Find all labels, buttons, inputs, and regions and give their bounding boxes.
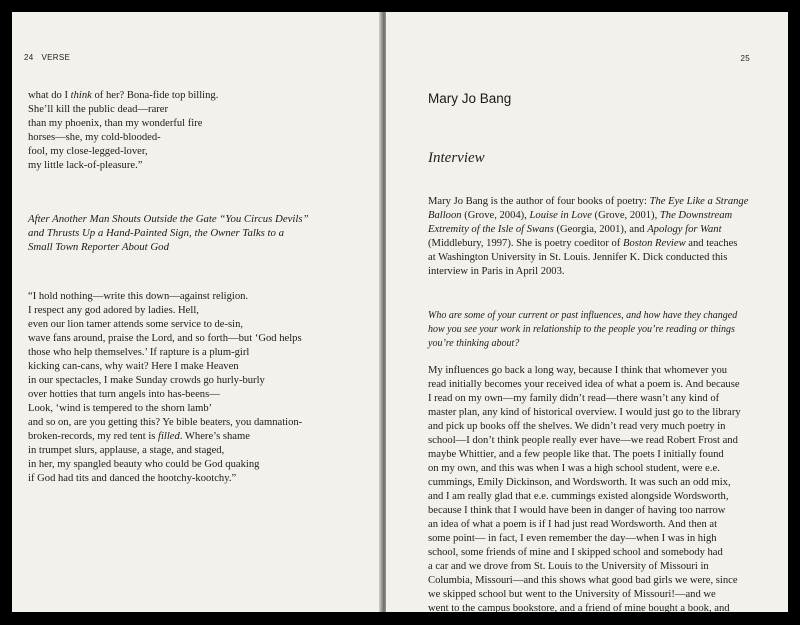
answer-line: went to the campus bookstore, and a friend of mine bought a book, and [428, 603, 730, 612]
answer-line: Columbia, Missouri—and this shows what good bad girls we were, since [428, 575, 738, 586]
answer-line: an idea of what a poem is if I had just read Wordsworth. And then at [428, 519, 718, 530]
poem-line: fool, my close-legged-lover, [28, 146, 148, 157]
poem-line: She’ll kill the public dead—rarer [28, 104, 169, 115]
section-heading: Interview [428, 150, 485, 166]
poem-line: horses—she, my cold-blooded- [28, 132, 161, 143]
poem-line: my little lack-of-pleasure.” [28, 160, 143, 171]
answer-line: cummings, Emily Dickinson, and Wordsworth. It was such an odd mix, [428, 477, 731, 488]
poem-line: what do I think of her? Bona-fide top billing. [28, 90, 219, 101]
poem-line: those who help themselves.’ If rapture is a plum-girl [28, 347, 250, 358]
answer-line: because I think that I would have been in danger of having too narrow [428, 505, 726, 516]
poem-line: in our spectacles, I make Sunday crowds go hurly-burly [28, 375, 265, 386]
bio-line: Balloon (Grove, 2004), Louise in Love (Grove, 2001), The Downstream [428, 210, 733, 221]
interview-answer [428, 364, 756, 612]
poem-line: kicking can-cans, why wait? Here I make Heaven [28, 361, 239, 372]
answer-line: school—I don’t think people really ever have—we read Robert Frost and [428, 435, 738, 446]
answer-line: I read on my own—my family didn’t read—there wasn’t any kind of [428, 393, 720, 404]
poem-line: Look, ‘wind is tempered to the shorn lamb’ [28, 403, 213, 414]
question-line: you’re thinking about? [428, 338, 520, 349]
answer-line: some point— in fact, I even remember the day—when I was in high [428, 533, 717, 544]
poem-continuation [28, 89, 373, 173]
poem-line: in trumpet slurs, applause, a stage, and staged, [28, 445, 225, 456]
poem-line: if God had tits and danced the hootchy-kootchy.” [28, 473, 237, 484]
answer-line: maybe Whittier, and a few people like that. The poets I initially found [428, 449, 724, 460]
author-bio [428, 195, 756, 279]
interview-question [428, 309, 756, 351]
answer-line: and I am really glad that e.e. cummings existed alongside Wordsworth, [428, 491, 729, 502]
answer-line: master plan, any kind of historical overview. I would just go to the library [428, 407, 741, 418]
poem-line: even our lion tamer attends some service to de-sin, [28, 319, 244, 330]
running-head [24, 53, 78, 62]
poem-title [28, 212, 368, 254]
bio-line: (Middlebury, 1997). She is poetry coeditor of Boston Review and teaches [428, 238, 738, 249]
answer-line: My influences go back a long way, because I think that whomever you [428, 365, 728, 376]
poem-line: and so on, are you getting this? Ye bible beaters, you damnation- [28, 417, 303, 428]
poem-title-line: After Another Man Shouts Outside the Gate “You Circus Devils” [28, 213, 309, 225]
answer-line: on my own, and this was when I was a high school student, were e.e. [428, 463, 720, 474]
answer-line: a car and we drove from St. Louis to the University of Missouri in [428, 561, 709, 572]
poem-body [28, 290, 373, 486]
answer-line: school, some friends of mine and I skipped school and somebody had [428, 547, 723, 558]
bio-line: at Washington University in St. Louis. Jennifer K. Dick conducted this [428, 252, 728, 263]
right-page [386, 12, 788, 612]
poem-title-line: Small Town Reporter About God [28, 241, 169, 253]
bio-line: Mary Jo Bang is the author of four books of poetry: The Eye Like a Strange [428, 196, 749, 207]
running-head-title: VERSE [41, 53, 71, 62]
page-number-right: 25 [740, 54, 750, 63]
left-page [12, 12, 384, 612]
answer-line: and pick up books off the shelves. We didn’t read very much poetry in [428, 421, 726, 432]
question-line: how you see your work in relationship to the people you’re reading or things [428, 324, 735, 335]
answer-line: we skipped school but went to the University of Missouri!—and we [428, 589, 716, 600]
poem-title-line: and Thrusts Up a Hand-Painted Sign, the Owner Talks to a [28, 227, 285, 239]
page-number-left: 24 [24, 53, 34, 62]
poem-line: than my phoenix, than my wonderful fire [28, 118, 203, 129]
poem-line: in her, my spangled beauty who could be God quaking [28, 459, 260, 470]
author-name: Mary Jo Bang [428, 91, 512, 106]
poem-line: over hotties that turn angels into has-beens— [28, 389, 220, 400]
bio-line: interview in Paris in April 2003. [428, 266, 565, 277]
bio-line: Extremity of the Isle of Swans (Georgia, 2001), and Apology for Want [428, 224, 722, 235]
question-line: Who are some of your current or past influences, and how have they changed [428, 310, 738, 321]
answer-line: read initially becomes your received idea of what a poem is. And because [428, 379, 740, 390]
poem-line: wave fans around, praise the Lord, and so forth—but ‘God helps [28, 333, 302, 344]
poem-line: “I hold nothing—write this down—against religion. [28, 291, 249, 302]
poem-line: I respect any god adored by ladies. Hell, [28, 305, 199, 316]
poem-line: broken-records, my red tent is filled. Where’s shame [28, 431, 250, 442]
